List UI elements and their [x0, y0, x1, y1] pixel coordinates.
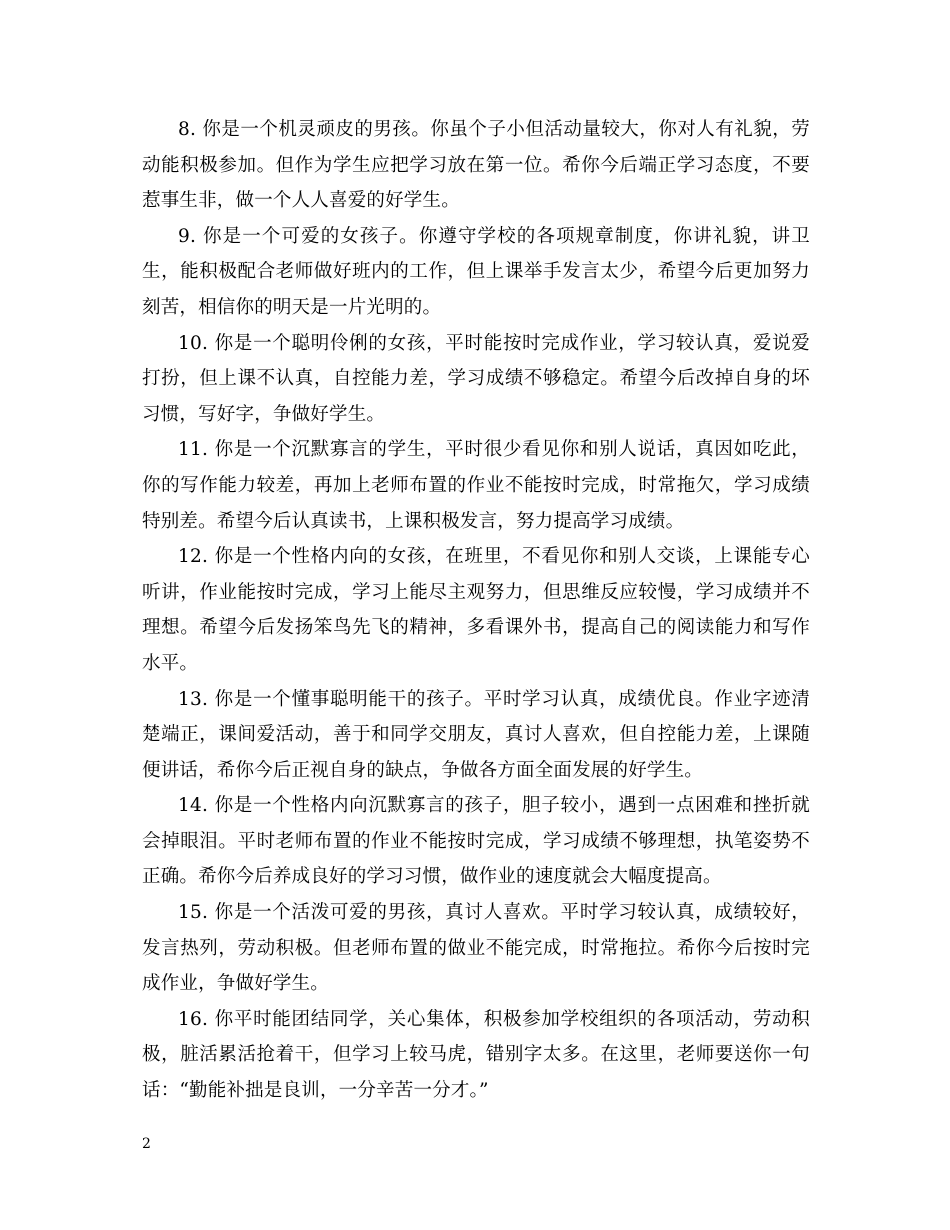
comment-paragraph-9: 9. 你是一个可爱的女孩子。你遵守学校的各项规章制度，你讲礼貌，讲卫生，能积极配合老师做好班内的工作，但上课举手发言太少，希望今后更加努力刻苦，相信你的明天是一片光明的。 — [142, 225, 810, 318]
document-body — [142, 112, 810, 1109]
page-number: 2 — [142, 1136, 151, 1152]
comment-paragraph-10: 10. 你是一个聪明伶俐的女孩，平时能按时完成作业，学习较认真，爱说爱打扮，但上课不认真，自控能力差，学习成绩不够稳定。希望今后改掉自身的坏习惯，写好字，争做好学生。 — [142, 332, 810, 425]
comment-paragraph-13: 13. 你是一个懂事聪明能干的孩子。平时学习认真，成绩优良。作业字迹清楚端正，课间爱活动，善于和同学交朋友，真讨人喜欢，但自控能力差，上课随便讲话，希你今后正视自身的缺点，争做各方面全面发展的好学生。 — [142, 688, 810, 781]
comment-paragraph-8: 8. 你是一个机灵顽皮的男孩。你虽个子小但活动量较大，你对人有礼貌，劳动能积极参加。但作为学生应把学习放在第一位。希你今后端正学习态度，不要惹事生非，做一个人人喜爱的好学生。 — [142, 119, 810, 212]
comment-paragraph-16: 16. 你平时能团结同学，关心集体，积极参加学校组织的各项活动，劳动积极，脏活累活抢着干，但学习上较马虎，错别字太多。在这里，老师要送你一句话：“勤能补拙是良训，一分辛苦一分才。” — [142, 1008, 810, 1102]
comment-paragraph-12: 12. 你是一个性格内向的女孩，在班里，不看见你和别人交谈，上课能专心听讲，作业能按时完成，学习上能尽主观努力，但思维反应较慢，学习成绩并不理想。希望今后发扬笨鸟先飞的精神，多看课外书，提高自己的阅读能力和写作水平。 — [142, 546, 810, 674]
comment-paragraph-14: 14. 你是一个性格内向沉默寡言的孩子，胆子较小，遇到一点困难和挫折就会掉眼泪。平时老师布置的作业不能按时完成，学习成绩不够理想，执笔姿势不正确。希你今后养成良好的学习习惯，做作业的速度就会大幅度提高。 — [142, 795, 810, 888]
comment-paragraph-15: 15. 你是一个活泼可爱的男孩，真讨人喜欢。平时学习较认真，成绩较好，发言热列，劳动积极。但老师布置的做业不能完成，时常拖拉。希你今后按时完成作业，争做好学生。 — [142, 902, 810, 995]
comment-paragraph-11: 11. 你是一个沉默寡言的学生，平时很少看见你和别人说话，真因如吃此，你的写作能力较差，再加上老师布置的作业不能按时完成，时常拖欠，学习成绩特别差。希望今后认真读书，上课积极发言，努力提高学习成绩。 — [142, 439, 810, 532]
